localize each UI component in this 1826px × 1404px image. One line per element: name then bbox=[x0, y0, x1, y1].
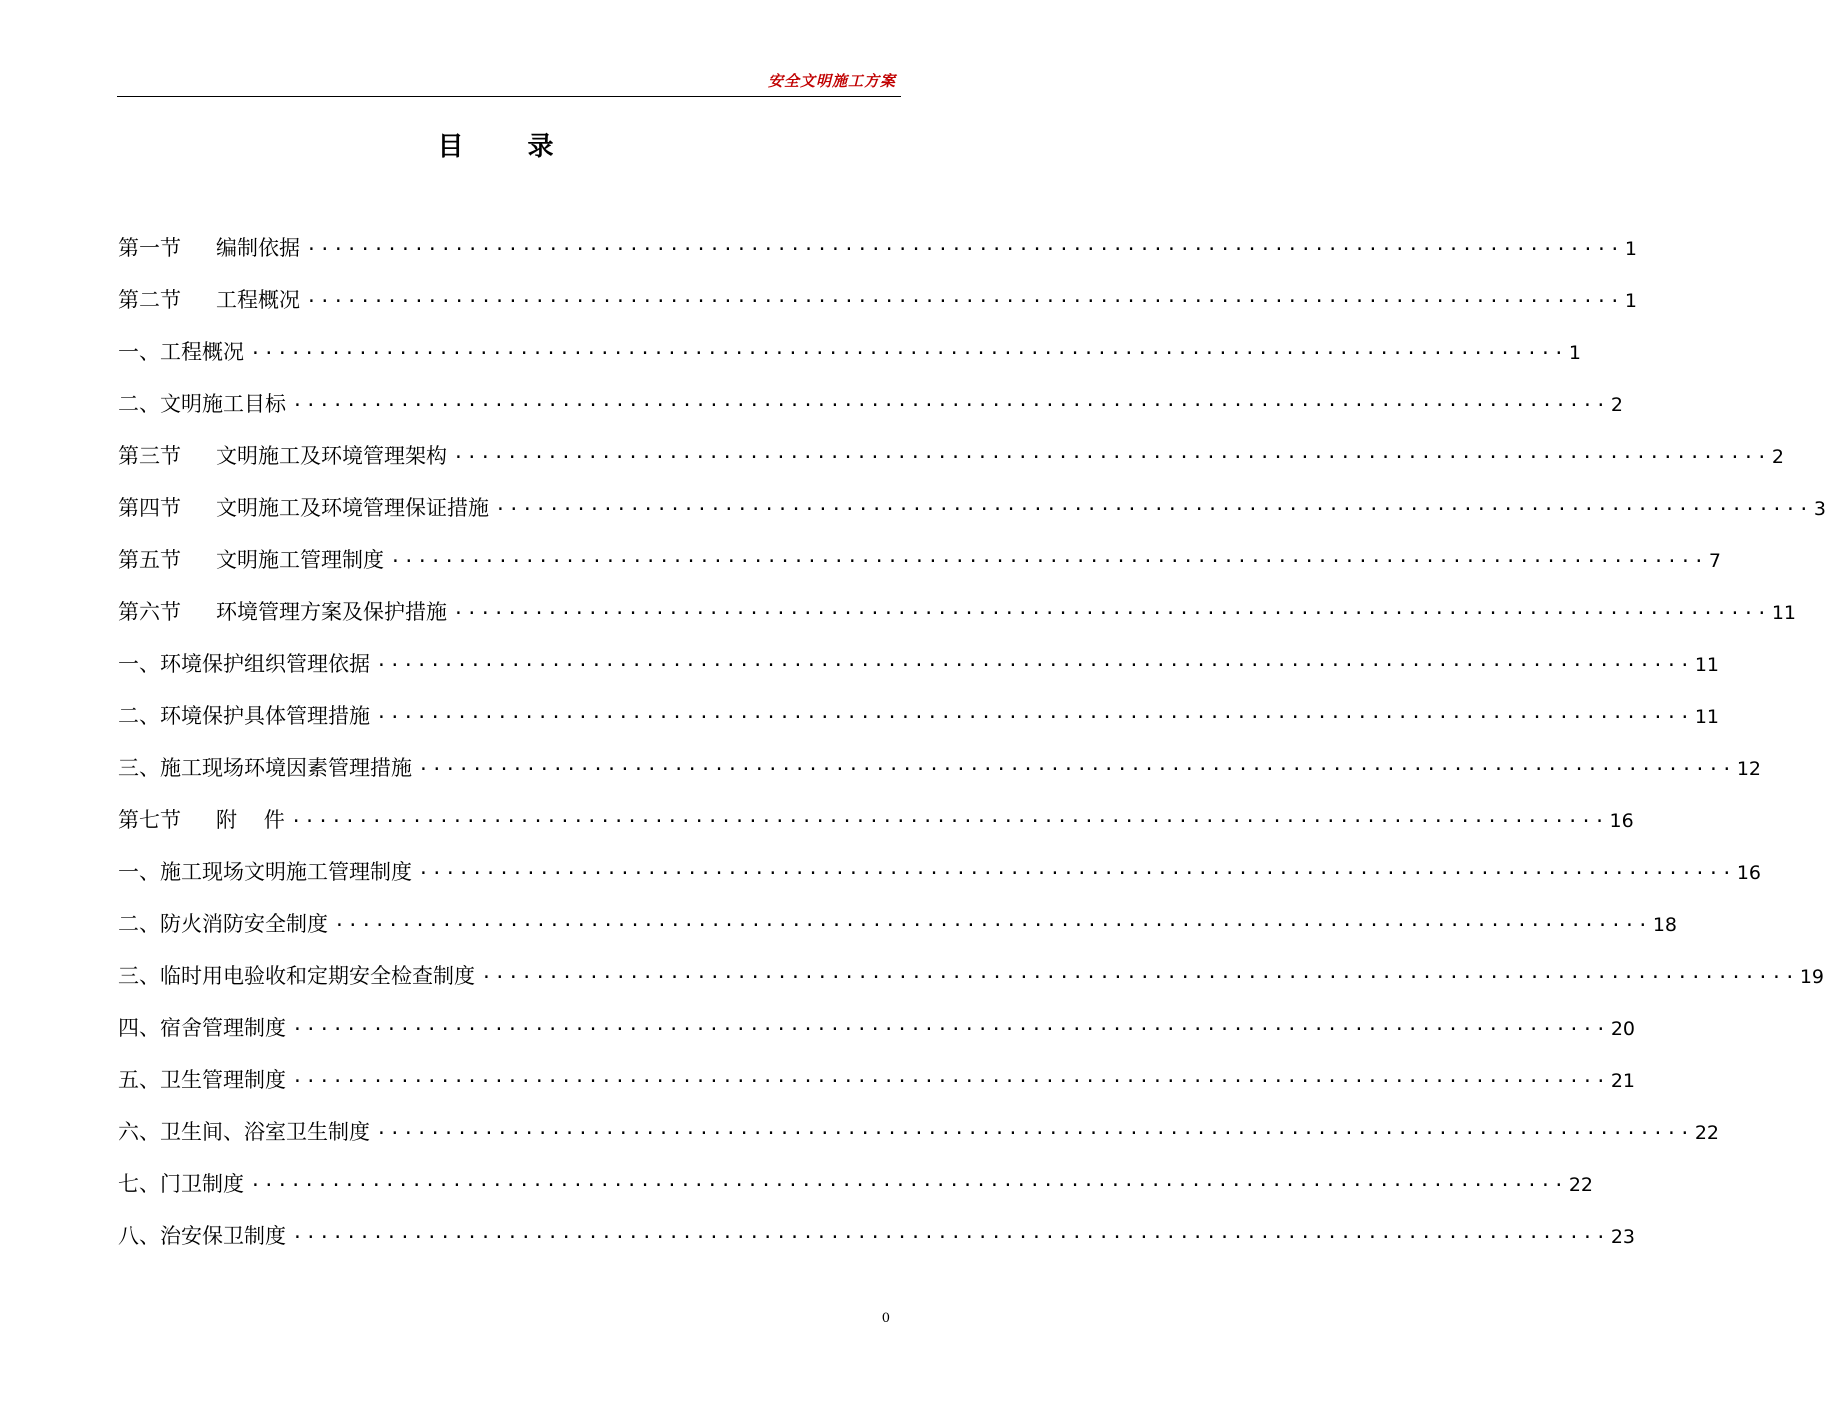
toc-entry-page: 21 bbox=[1610, 1070, 1636, 1092]
toc-entry-page: 11 bbox=[1694, 654, 1720, 676]
toc-entry[interactable] bbox=[118, 1166, 1594, 1218]
toc-entry[interactable] bbox=[118, 230, 1637, 282]
toc-dot-leader: ·································································································· bbox=[292, 395, 1609, 416]
toc-entry-section: 第二节 bbox=[118, 288, 181, 312]
toc-entry-page: 1 bbox=[1568, 342, 1581, 364]
toc-entry-section: 第六节 bbox=[118, 600, 181, 624]
toc-dot-leader: ·································································································· bbox=[334, 915, 1651, 936]
toc-entry[interactable] bbox=[118, 334, 1581, 386]
toc-entry-title: 二、防火消防安全制度 bbox=[118, 912, 328, 936]
toc-entry-title: 三、临时用电验收和定期安全检查制度 bbox=[118, 964, 475, 988]
toc-entry-page: 11 bbox=[1694, 706, 1720, 728]
toc-entry-title: 文明施工及环境管理架构 bbox=[216, 444, 447, 468]
toc-dot-leader: ·································································································· bbox=[250, 1175, 1567, 1196]
toc-dot-leader: ·································································································· bbox=[418, 863, 1735, 884]
toc-entry-title: 六、卫生间、浴室卫生制度 bbox=[118, 1120, 370, 1144]
toc-entry-title: 二、文明施工目标 bbox=[118, 392, 286, 416]
toc-dot-leader: ·································································································· bbox=[292, 1019, 1609, 1040]
toc-dot-leader: ·································································································· bbox=[292, 1227, 1609, 1248]
toc-dot-leader: ·································································································· bbox=[306, 239, 1623, 260]
toc-dot-leader: ·································································································· bbox=[292, 1071, 1609, 1092]
toc-dot-leader: ·································································································· bbox=[453, 447, 1770, 468]
toc-entry-title: 五、卫生管理制度 bbox=[118, 1068, 286, 1092]
toc-entry[interactable] bbox=[118, 906, 1678, 958]
toc-entry-title: 二、环境保护具体管理措施 bbox=[118, 704, 370, 728]
toc-heading-char-1: 目 bbox=[437, 132, 466, 162]
toc-entry-page: 3 bbox=[1813, 498, 1826, 520]
toc-entry-page: 12 bbox=[1736, 758, 1762, 780]
toc-entry[interactable] bbox=[118, 698, 1720, 750]
toc-entry[interactable] bbox=[118, 1114, 1720, 1166]
toc-entry-page: 22 bbox=[1694, 1122, 1720, 1144]
toc-entry-page: 1 bbox=[1624, 238, 1637, 260]
toc-dot-leader: ·································································································· bbox=[453, 603, 1770, 624]
toc-entry-section: 第一节 bbox=[118, 236, 181, 260]
toc-entry-title: 一、施工现场文明施工管理制度 bbox=[118, 860, 412, 884]
toc-entry-title: 附 件 bbox=[216, 808, 285, 832]
toc-entry-title: 四、宿舍管理制度 bbox=[118, 1016, 286, 1040]
toc-entry-title: 三、施工现场环境因素管理措施 bbox=[118, 756, 412, 780]
toc-entry-title: 八、治安保卫制度 bbox=[118, 1224, 286, 1248]
toc-entry[interactable] bbox=[118, 1218, 1636, 1270]
toc-heading bbox=[0, 126, 993, 163]
toc-entry-title: 一、环境保护组织管理依据 bbox=[118, 652, 370, 676]
toc-entry-page: 19 bbox=[1799, 966, 1825, 988]
toc-entry-page: 22 bbox=[1568, 1174, 1594, 1196]
toc-entry-title: 一、工程概况 bbox=[118, 340, 244, 364]
toc-entry-page: 18 bbox=[1652, 914, 1678, 936]
toc-entry[interactable] bbox=[118, 282, 1637, 334]
toc-entry-title: 七、门卫制度 bbox=[118, 1172, 244, 1196]
toc-entry-page: 23 bbox=[1610, 1226, 1636, 1248]
toc-entry-page: 11 bbox=[1771, 602, 1797, 624]
toc-entry-page: 16 bbox=[1736, 862, 1762, 884]
toc-dot-leader: ·································································································· bbox=[418, 759, 1735, 780]
toc-entry-page: 2 bbox=[1771, 446, 1784, 468]
toc-dot-leader: ·································································································· bbox=[290, 811, 1608, 832]
toc-dot-leader: ·································································································· bbox=[376, 655, 1693, 676]
toc-entry-section: 第三节 bbox=[118, 444, 181, 468]
toc-entry[interactable] bbox=[118, 490, 1826, 542]
toc-entry-page: 2 bbox=[1610, 394, 1623, 416]
toc-dot-leader: ·································································································· bbox=[376, 1123, 1693, 1144]
toc-entry-title: 编制依据 bbox=[216, 236, 300, 260]
toc-dot-leader: ·································································································· bbox=[376, 707, 1693, 728]
toc-entry-page: 16 bbox=[1609, 810, 1634, 832]
toc-entry[interactable] bbox=[118, 750, 1762, 802]
toc-entry-section: 第七节 bbox=[118, 808, 181, 832]
header-divider bbox=[117, 96, 901, 97]
page-number: 0 bbox=[881, 1311, 890, 1326]
toc-entry[interactable] bbox=[118, 854, 1762, 906]
toc-entry-section: 第四节 bbox=[118, 496, 181, 520]
toc-dot-leader: ·································································································· bbox=[306, 291, 1623, 312]
toc-entry[interactable] bbox=[118, 958, 1825, 1010]
toc-entry[interactable] bbox=[118, 594, 1797, 646]
toc-entry-title: 环境管理方案及保护措施 bbox=[216, 600, 447, 624]
toc-dot-leader: ·································································································· bbox=[481, 967, 1798, 988]
toc-dot-leader: ·································································································· bbox=[390, 551, 1707, 572]
toc-dot-leader: ·································································································· bbox=[250, 343, 1567, 364]
toc-entry[interactable] bbox=[118, 386, 1623, 438]
running-header-title: 安全文明施工方案 bbox=[767, 72, 896, 90]
toc-entry[interactable] bbox=[118, 542, 1721, 594]
toc-entry-title: 文明施工管理制度 bbox=[216, 548, 384, 572]
toc-dot-leader: ·································································································· bbox=[495, 499, 1812, 520]
toc-entry[interactable] bbox=[118, 438, 1784, 490]
table-of-contents bbox=[118, 230, 1826, 1270]
toc-entry[interactable] bbox=[118, 802, 1634, 854]
toc-entry-page: 20 bbox=[1610, 1018, 1636, 1040]
toc-heading-char-2: 录 bbox=[527, 132, 556, 162]
toc-entry-page: 1 bbox=[1624, 290, 1637, 312]
toc-entry[interactable] bbox=[118, 1010, 1636, 1062]
toc-entry[interactable] bbox=[118, 646, 1720, 698]
toc-entry[interactable] bbox=[118, 1062, 1636, 1114]
toc-entry-title: 工程概况 bbox=[216, 288, 300, 312]
toc-entry-title: 文明施工及环境管理保证措施 bbox=[216, 496, 489, 520]
toc-entry-page: 7 bbox=[1708, 550, 1721, 572]
toc-entry-section: 第五节 bbox=[118, 548, 181, 572]
